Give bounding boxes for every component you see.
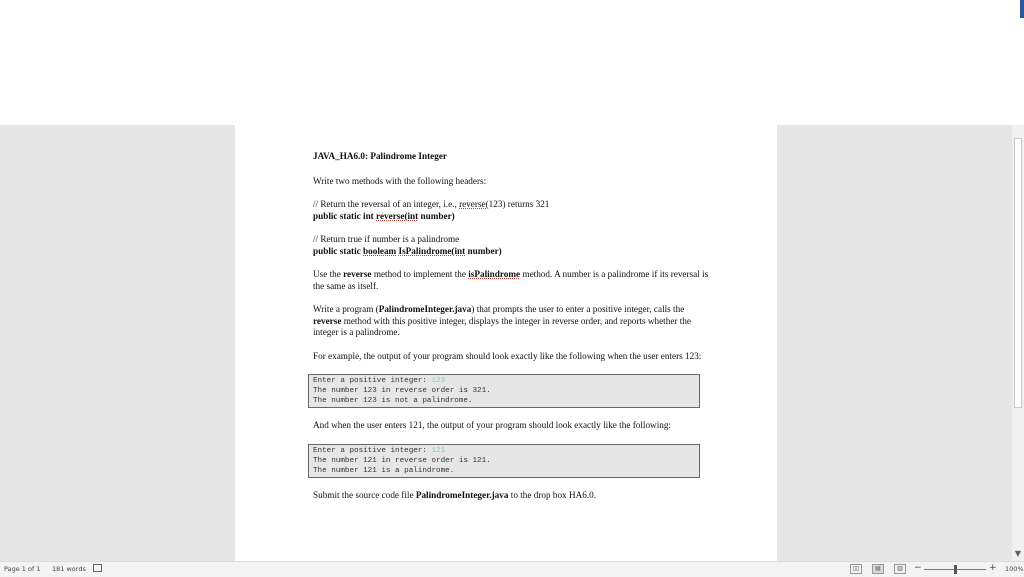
code-line: The number 121 is a palindrome. [313, 466, 455, 475]
zoom-slider-thumb[interactable] [954, 565, 957, 574]
scrollbar-thumb[interactable] [1014, 138, 1022, 408]
document-title: JAVA_HA6.0: Palindrome Integer [313, 151, 447, 161]
example1-text: For example, the output of your program should look exactly like the following when the user enters 123: [313, 350, 702, 361]
print-layout-icon[interactable]: ▤ [872, 564, 884, 574]
use-paragraph: Use the reverse method to implement the isPalindrome method. A number is a palindrome if its reversal is the same as itself. [313, 269, 709, 291]
code-line: The number 121 in reverse order is 121. [313, 456, 491, 465]
proofing-icon[interactable] [93, 564, 102, 572]
submit-paragraph: Submit the source code file PalindromeInteger.java to the drop box HA6.0. [313, 489, 596, 500]
zoom-level[interactable]: 100% [1005, 565, 1024, 573]
zoom-in-icon[interactable]: + [989, 563, 997, 573]
document-page[interactable] [235, 125, 777, 561]
word-count[interactable]: 181 words [52, 565, 86, 573]
example2-text: And when the user enters 121, the output of your program should look exactly like the following: [313, 420, 671, 430]
read-mode-icon[interactable]: ▯▯ [850, 564, 862, 574]
web-layout-icon[interactable]: ▥ [894, 564, 906, 574]
intro-paragraph: Write two methods with the following headers: [313, 175, 487, 186]
program-paragraph: Write a program (PalindromeInteger.java) that prompts the user to enter a positive integer, calls the reverse method with this positive integer, displays the integer in reverse order, and reports whether the integer is a palindrome. [313, 304, 691, 337]
accent-strip [1020, 0, 1024, 18]
page-count[interactable]: Page 1 of 1 [4, 565, 41, 573]
example1-code-box [308, 374, 700, 408]
reverse-comment: // Return the reversal of an integer, i.e., reverse(123) returns 321 [313, 199, 550, 209]
palindrome-header: public static booleam IsPalindrome(int number) [313, 245, 502, 256]
reverse-header: public static int reverse(int number) [313, 210, 455, 221]
example2-code-box [308, 444, 700, 478]
status-bar [0, 561, 1024, 577]
ribbon-area [0, 0, 1024, 125]
document-content[interactable] [313, 151, 713, 501]
palindrome-comment: // Return true if number is a palindrome [313, 234, 460, 244]
scroll-down-arrow-icon[interactable]: ▼ [1014, 549, 1022, 558]
code-line: The number 123 in reverse order is 321. [313, 387, 491, 395]
zoom-out-icon[interactable]: − [914, 563, 922, 573]
code-line: Enter a positive integer: 123 [313, 377, 446, 385]
code-line: Enter a positive integer: 121 [313, 446, 446, 455]
code-line: The number 123 is not a palindrome. [313, 397, 473, 405]
